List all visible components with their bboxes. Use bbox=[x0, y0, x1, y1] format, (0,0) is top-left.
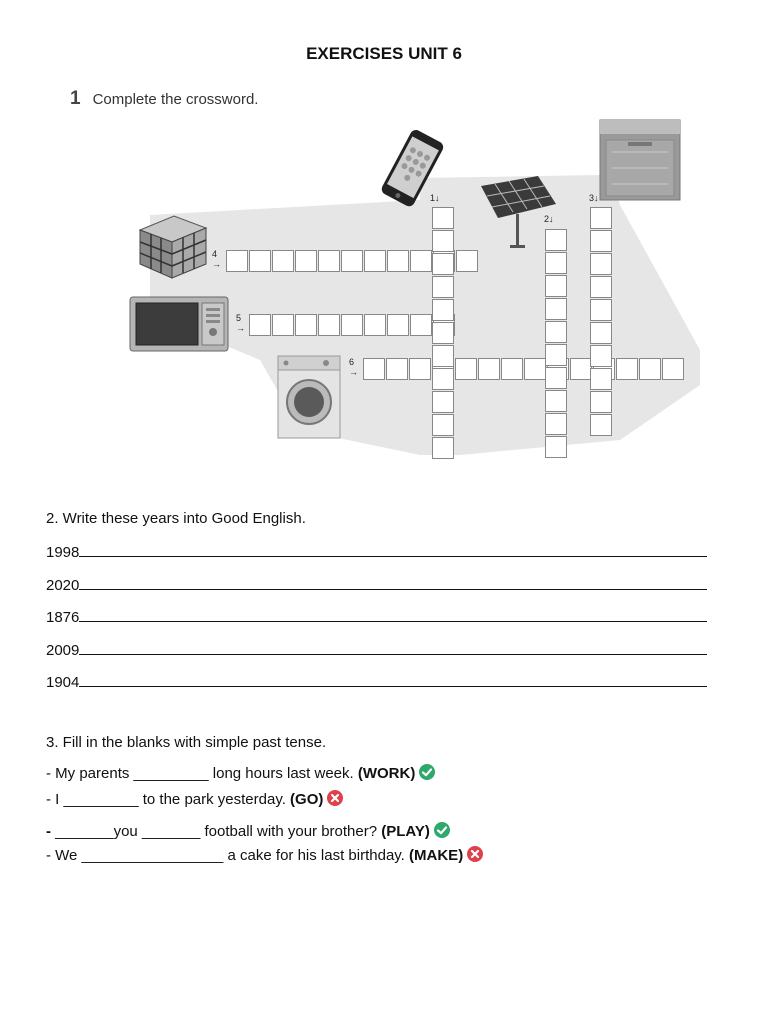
fill-blank-item bbox=[46, 846, 483, 864]
crossword-cell[interactable] bbox=[545, 413, 567, 435]
fill-blank-item bbox=[46, 764, 435, 782]
exercise-2-title: 2. Write these years into Good English. bbox=[46, 510, 306, 527]
crossword-cell[interactable] bbox=[616, 358, 638, 380]
crossword-cell[interactable] bbox=[545, 344, 567, 366]
cross-icon bbox=[467, 846, 483, 862]
item-verb: (GO) bbox=[290, 791, 324, 808]
clue-3-label: 3↓ bbox=[589, 193, 599, 203]
crossword-cell[interactable] bbox=[432, 322, 454, 344]
exercise-instruction: Complete the crossword. bbox=[92, 91, 259, 108]
crossword-background bbox=[0, 0, 768, 470]
crossword-cell[interactable] bbox=[409, 358, 431, 380]
crossword-cell[interactable] bbox=[410, 314, 432, 336]
crossword-cell[interactable] bbox=[318, 314, 340, 336]
crossword-cell[interactable] bbox=[341, 250, 363, 272]
crossword-cell[interactable] bbox=[524, 358, 546, 380]
crossword-cell[interactable] bbox=[545, 275, 567, 297]
clue-5-label: 5 → bbox=[236, 313, 245, 333]
crossword-cell[interactable] bbox=[501, 358, 523, 380]
crossword-cell[interactable] bbox=[364, 250, 386, 272]
crossword-cell[interactable] bbox=[590, 299, 612, 321]
answer-blank[interactable] bbox=[79, 672, 707, 687]
item-dash: - bbox=[46, 823, 56, 840]
answer-blank[interactable] bbox=[79, 640, 707, 655]
clue-2-label: 2↓ bbox=[544, 214, 554, 224]
crossword-cell[interactable] bbox=[478, 358, 500, 380]
crossword-cell[interactable] bbox=[545, 390, 567, 412]
crossword-cell[interactable] bbox=[272, 250, 294, 272]
crossword-cell[interactable] bbox=[432, 391, 454, 413]
dishwasher-image bbox=[598, 118, 684, 202]
item-text: - I _________ to the park yesterday. bbox=[46, 791, 291, 808]
crossword-cell[interactable] bbox=[364, 314, 386, 336]
clue-1-label: 1↓ bbox=[430, 193, 440, 203]
crossword-cell[interactable] bbox=[432, 299, 454, 321]
crossword-cell[interactable] bbox=[432, 207, 454, 229]
washing-machine-image bbox=[276, 354, 342, 440]
crossword-cell[interactable] bbox=[545, 436, 567, 458]
item-verb: (MAKE) bbox=[409, 847, 464, 864]
answer-blank[interactable] bbox=[79, 542, 707, 557]
clue-4-label: 4 → bbox=[212, 249, 221, 269]
microwave-image bbox=[128, 294, 232, 354]
crossword-cell[interactable] bbox=[432, 414, 454, 436]
crossword-cell[interactable] bbox=[590, 391, 612, 413]
crossword-cell[interactable] bbox=[570, 358, 592, 380]
year-label: 1904 bbox=[46, 674, 80, 691]
crossword-cell[interactable] bbox=[249, 250, 271, 272]
year-line bbox=[46, 672, 716, 691]
crossword-cell[interactable] bbox=[590, 322, 612, 344]
check-icon bbox=[434, 822, 450, 838]
solar-panel-image bbox=[476, 174, 560, 254]
exercise-3-title: 3. Fill in the blanks with simple past tense. bbox=[46, 734, 327, 751]
clue-6-label: 6 → bbox=[349, 357, 358, 377]
answer-blank[interactable] bbox=[79, 607, 707, 622]
year-label: 1876 bbox=[46, 609, 80, 626]
year-label: 2020 bbox=[46, 576, 80, 594]
crossword-cell[interactable] bbox=[226, 250, 248, 272]
crossword-cell[interactable] bbox=[432, 437, 454, 459]
crossword-cell[interactable] bbox=[590, 414, 612, 436]
crossword-cell[interactable] bbox=[456, 250, 478, 272]
item-verb: (WORK) bbox=[357, 765, 416, 782]
crossword-cell[interactable] bbox=[590, 253, 612, 275]
crossword-cell[interactable] bbox=[432, 276, 454, 298]
crossword-cell[interactable] bbox=[545, 252, 567, 274]
check-icon bbox=[419, 764, 435, 780]
crossword-cell[interactable] bbox=[386, 358, 408, 380]
crossword-cell[interactable] bbox=[432, 230, 454, 252]
fill-blank-item bbox=[46, 822, 450, 840]
rubiks-cube-image bbox=[134, 212, 210, 280]
crossword-cell[interactable] bbox=[545, 321, 567, 343]
crossword-cell[interactable] bbox=[295, 250, 317, 272]
crossword-cell[interactable] bbox=[295, 314, 317, 336]
item-text: _______you _______ football with your brother? bbox=[55, 823, 382, 840]
crossword-cell[interactable] bbox=[249, 314, 271, 336]
answer-blank[interactable] bbox=[79, 575, 707, 590]
crossword-cell[interactable] bbox=[455, 358, 477, 380]
year-line bbox=[46, 640, 716, 659]
crossword-cell[interactable] bbox=[590, 207, 612, 229]
crossword-cell[interactable] bbox=[341, 314, 363, 336]
crossword-cell[interactable] bbox=[432, 368, 454, 390]
fill-blank-item bbox=[46, 790, 343, 808]
year-line bbox=[46, 542, 716, 561]
crossword-cell[interactable] bbox=[545, 298, 567, 320]
item-text: - We _________________ a cake for his last birthday. bbox=[46, 847, 410, 864]
crossword-cell[interactable] bbox=[639, 358, 661, 380]
crossword-cell[interactable] bbox=[318, 250, 340, 272]
crossword-cell[interactable] bbox=[272, 314, 294, 336]
item-verb: (PLAY) bbox=[381, 823, 430, 840]
crossword-cell[interactable] bbox=[387, 314, 409, 336]
cross-icon bbox=[327, 790, 343, 806]
crossword-cell[interactable] bbox=[590, 368, 612, 390]
year-line bbox=[46, 575, 716, 594]
year-label: 2009 bbox=[46, 641, 80, 659]
crossword-cell[interactable] bbox=[387, 250, 409, 272]
crossword-cell[interactable] bbox=[590, 230, 612, 252]
year-label: 1998 bbox=[46, 544, 80, 561]
item-text: - My parents _________ long hours last week. bbox=[46, 765, 358, 782]
crossword-cell[interactable] bbox=[590, 345, 612, 367]
crossword-cell[interactable] bbox=[662, 358, 684, 380]
exercise-number: 1 bbox=[70, 88, 81, 109]
crossword-cell[interactable] bbox=[545, 367, 567, 389]
crossword-cell[interactable] bbox=[432, 345, 454, 367]
crossword-cell[interactable] bbox=[590, 276, 612, 298]
page-title: EXERCISES UNIT 6 bbox=[306, 44, 462, 63]
mobile-phone-image bbox=[372, 128, 452, 210]
crossword-cell[interactable] bbox=[363, 358, 385, 380]
year-line bbox=[46, 607, 716, 626]
crossword-cell[interactable] bbox=[410, 250, 432, 272]
crossword-cell[interactable] bbox=[432, 253, 454, 275]
